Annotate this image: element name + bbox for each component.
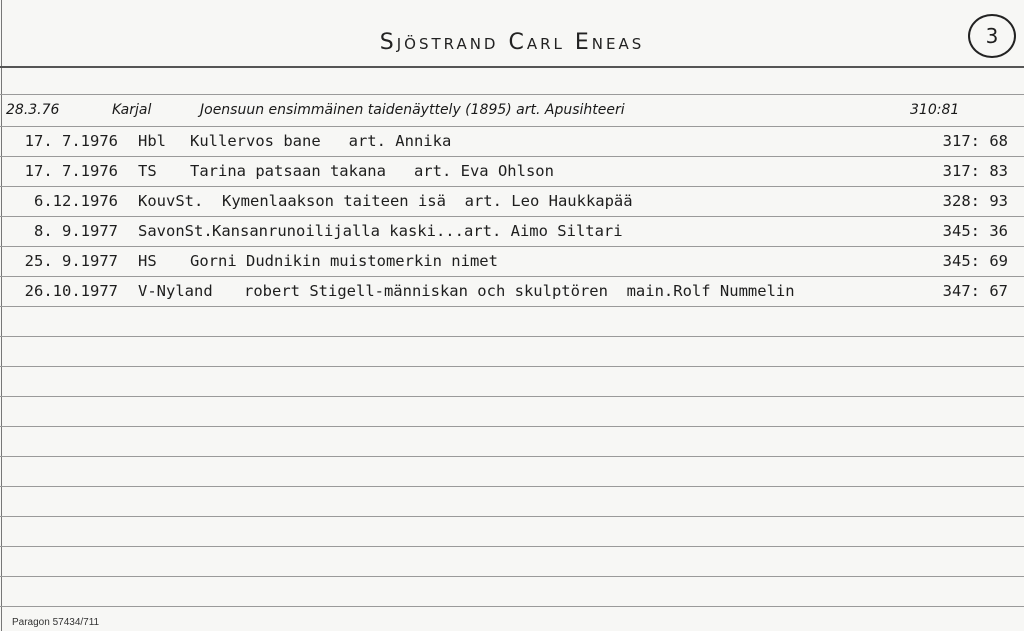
ruled-line [0, 486, 1024, 487]
hand-ref: 310:81 [910, 102, 960, 118]
header-rule [0, 66, 1024, 68]
table-row [0, 186, 1024, 216]
hand-text: Joensuun ensimmäinen taidenäyttely (1895) art. Apusihteeri [200, 102, 625, 118]
ruled-line [0, 336, 1024, 337]
ruled-line [0, 366, 1024, 367]
table-row [0, 246, 1024, 276]
entry-paper: KouvSt. [138, 192, 204, 210]
entry-ref: 317: 68 [942, 132, 1008, 150]
ruled-line [0, 456, 1024, 457]
entry-text: Tarina patsaan takana art. Eva Ohlson [190, 162, 554, 180]
ruled-line [0, 306, 1024, 307]
table-row [0, 216, 1024, 246]
handwritten-entry [6, 100, 1016, 126]
entry-text: Kansanrunoilijalla kaski...art. Aimo Siltari [212, 222, 623, 240]
entry-text: Kullervos bane art. Annika [190, 132, 452, 150]
entry-ref: 328: 93 [942, 192, 1008, 210]
entry-paper: SavonSt. [138, 222, 213, 240]
table-row [0, 126, 1024, 156]
entry-ref: 345: 69 [942, 252, 1008, 270]
entry-date: 17. 7.1976 [24, 162, 118, 180]
card-title: Sjöstrand Carl Eneas [379, 30, 645, 55]
printer-imprint: Paragon 57434/711 [12, 617, 100, 628]
ruled-line [0, 396, 1024, 397]
entry-date: 25. 9.1977 [24, 252, 118, 270]
entry-text: Kymenlaakson taiteen isä art. Leo Haukkapää [222, 192, 633, 210]
entry-text: robert Stigell-människan och skulptören main.Rolf Nummelin [244, 282, 795, 300]
entry-ref: 347: 67 [942, 282, 1008, 300]
ruled-line [0, 606, 1024, 607]
entry-ref: 317: 83 [942, 162, 1008, 180]
entry-ref: 345: 36 [942, 222, 1008, 240]
ruled-line [0, 426, 1024, 427]
table-row [0, 156, 1024, 186]
entry-paper: V-Nyland [138, 282, 213, 300]
hand-paper: Karjal [112, 102, 152, 118]
entry-paper: Hbl [138, 132, 166, 150]
entry-paper: TS [138, 162, 157, 180]
ruled-line [0, 94, 1024, 95]
card-number-circle: 3 [968, 14, 1016, 58]
ruled-line [0, 576, 1024, 577]
entry-text: Gorni Dudnikin muistomerkin nimet [190, 252, 498, 270]
entry-date: 17. 7.1976 [24, 132, 118, 150]
entry-date: 8. 9.1977 [34, 222, 118, 240]
entry-date: 6.12.1976 [34, 192, 118, 210]
hand-date: 28.3.76 [6, 102, 60, 118]
ruled-line [0, 546, 1024, 547]
entry-paper: HS [138, 252, 157, 270]
table-row [0, 276, 1024, 306]
entry-date: 26.10.1977 [24, 282, 118, 300]
ruled-line [0, 516, 1024, 517]
